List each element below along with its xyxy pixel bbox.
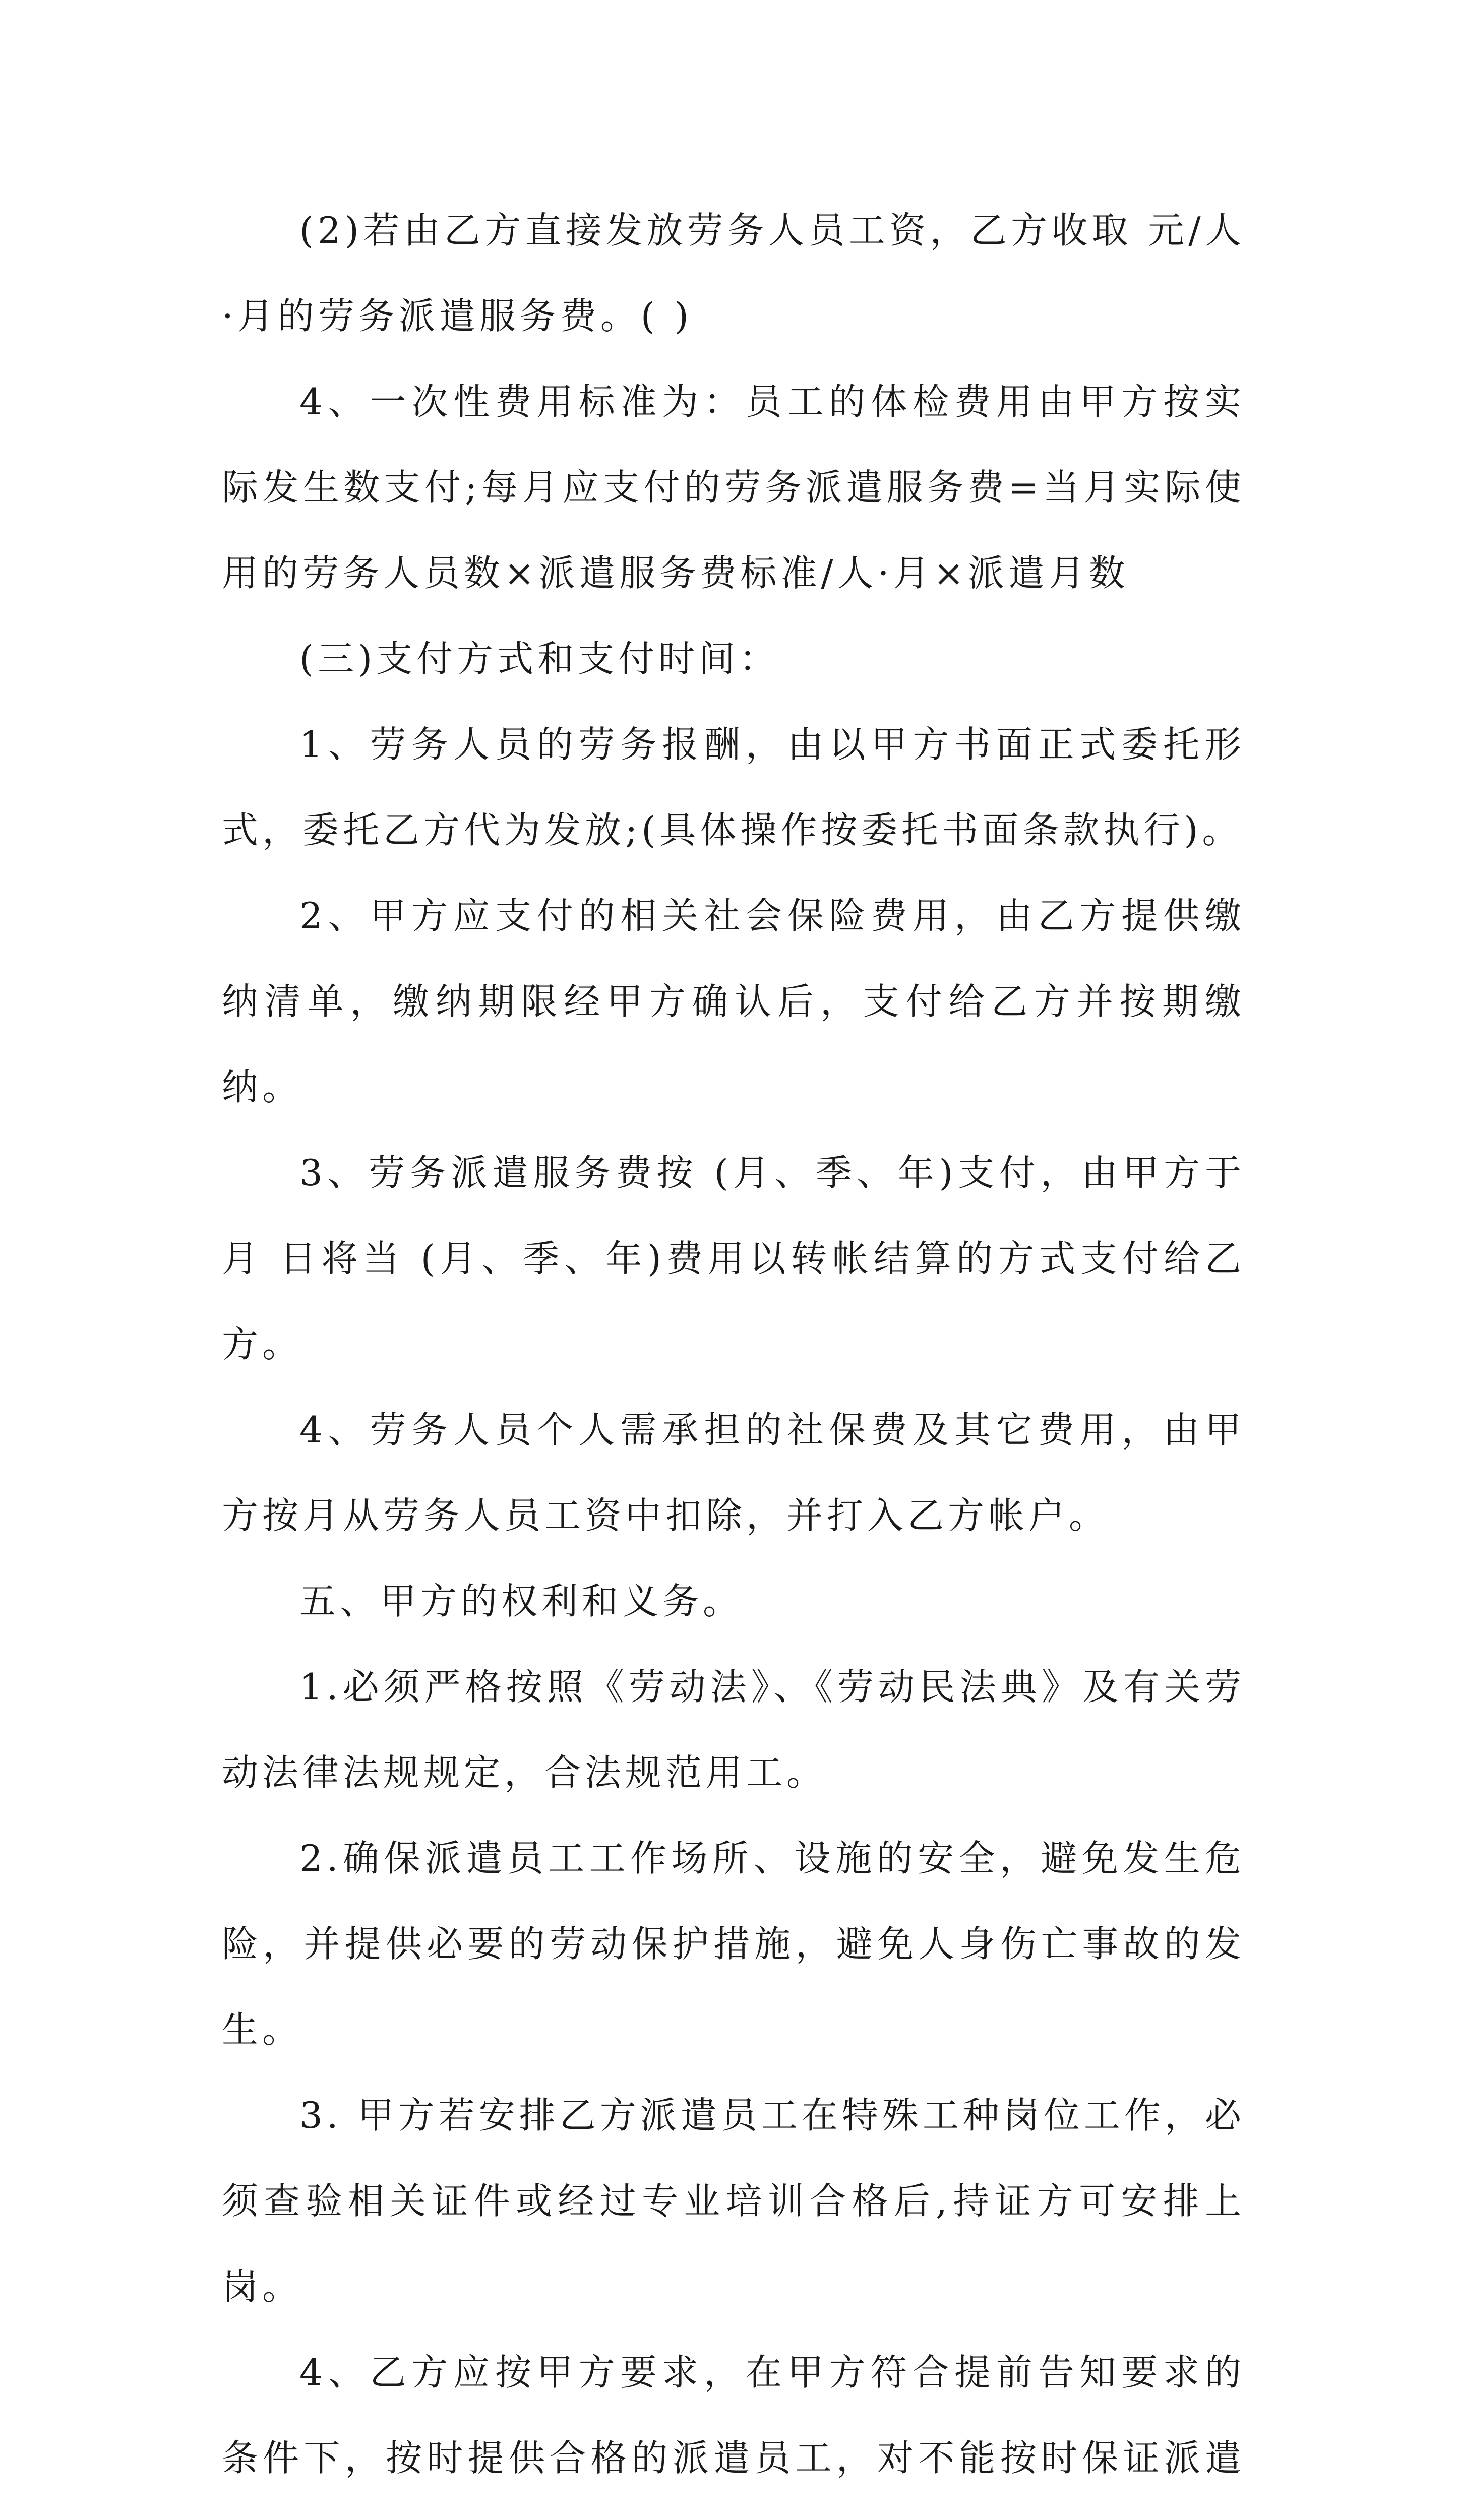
paragraph-party-a-2: 2.确保派遣员工工作场所、设施的安全，避免发生危险，并提供必要的劳动保护措施，避免人身伤亡事故的发生。 (222, 1837, 1245, 2051)
paragraph-one-time-fee: 4、一次性费用标准为：员工的体检费用由甲方按实际发生数支付;每月应支付的劳务派遣服务费=当月实际使用的劳务人员数×派遣服务费标准/人·月×派遣月数 (222, 381, 1245, 594)
paragraph-party-a-3: 3. 甲方若安排乙方派遣员工在特殊工种岗位工作，必须查验相关证件或经过专业培训合格后,持证方可安排上岗。 (222, 2094, 1245, 2308)
paragraph-fee-option-2: (2)若由乙方直接发放劳务人员工资，乙方收取 元/人·月的劳务派遣服务费。( ) (222, 209, 1245, 337)
paragraph-payment-3: 3、劳务派遣服务费按 (月、季、年)支付，由甲方于 月 日将当 (月、季、年)费用以转帐结算的方式支付给乙方。 (222, 1152, 1245, 1365)
paragraph-payment-2: 2、甲方应支付的相关社会保险费用，由乙方提供缴纳清单，缴纳期限经甲方确认后，支付给乙方并按期缴纳。 (222, 895, 1245, 1108)
paragraph-party-a-1: 1.必须严格按照《劳动法》、《劳动民法典》及有关劳动法律法规规定，合法规范用工。 (222, 1666, 1245, 1794)
document-body (222, 187, 1245, 2520)
paragraph-payment-4: 4、劳务人员个人需承担的社保费及其它费用，由甲方按月从劳务人员工资中扣除，并打入乙方帐户。 (222, 1409, 1245, 1537)
paragraph-payment-1: 1、劳务人员的劳务报酬，由以甲方书面正式委托形式，委托乙方代为发放;(具体操作按委托书面条款执行)。 (222, 723, 1245, 851)
paragraph-payment-heading: (三)支付方式和支付时间： (299, 638, 780, 680)
paragraph-party-a-4: 4、乙方应按甲方要求，在甲方符合提前告知要求的条件下，按时提供合格的派遣员工，对不能按时保证派遣 (222, 2351, 1245, 2479)
section-heading-party-a-rights: 五、甲方的权利和义务。 (299, 1580, 744, 1622)
